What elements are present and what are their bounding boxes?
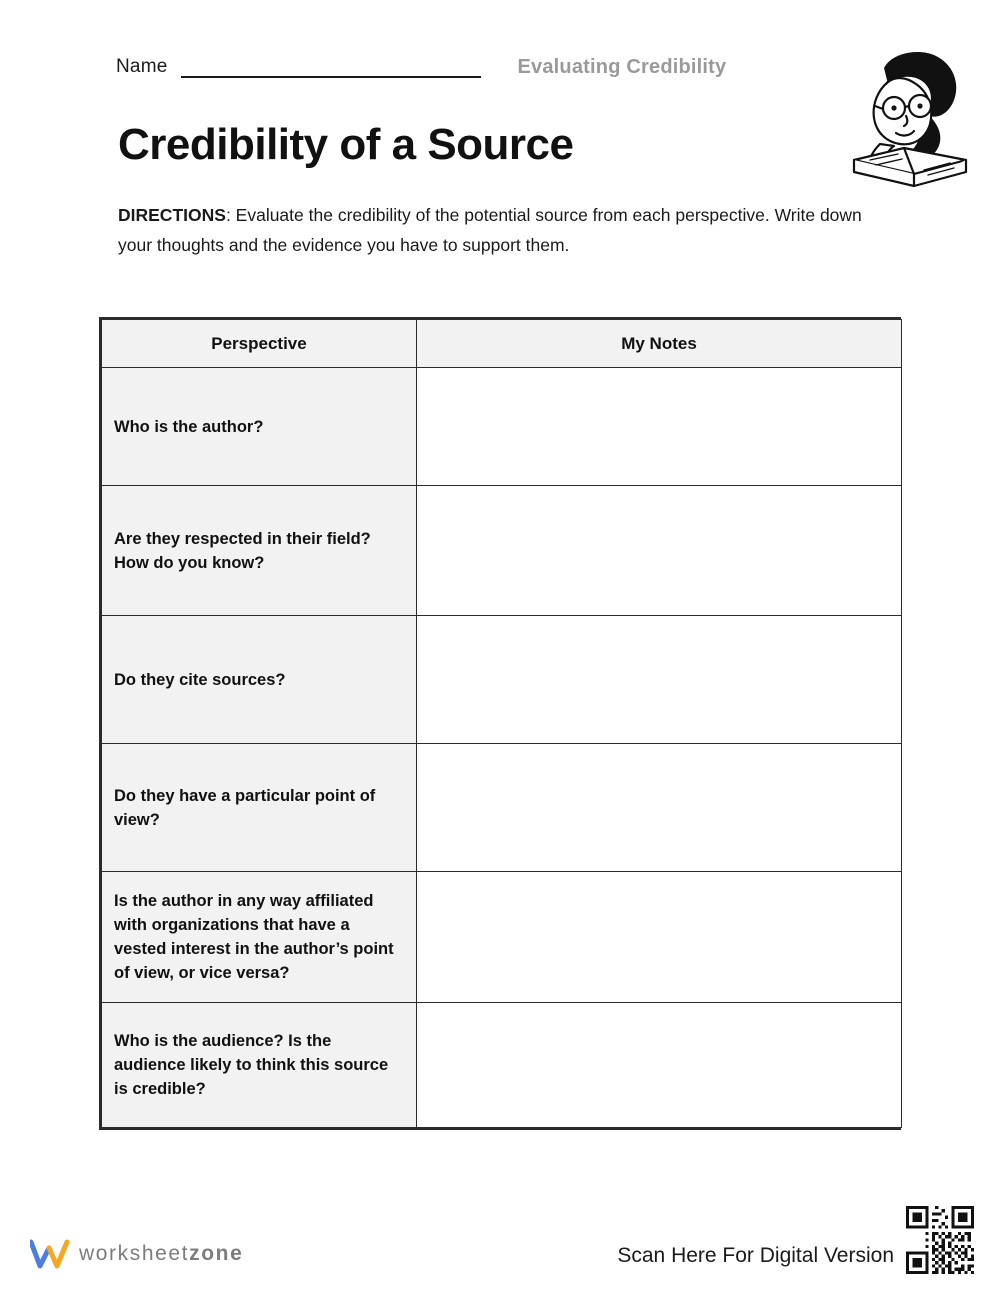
page-title: Credibility of a Source	[118, 120, 574, 169]
logo-text-zone: zone	[189, 1242, 244, 1265]
column-header-notes: My Notes	[417, 320, 902, 368]
column-header-perspective: Perspective	[102, 320, 417, 368]
worksheet-table	[99, 317, 901, 1130]
table-row	[102, 486, 902, 616]
directions-text	[118, 200, 878, 260]
notes-cell[interactable]	[417, 872, 902, 1003]
table-header-row	[102, 320, 902, 368]
worksheet-zone-logo[interactable]	[30, 1236, 243, 1272]
student-reading-book-icon	[788, 48, 974, 196]
perspective-cell: Is the author in any way affiliated with organizations that have a vested interest in the author’s point of view, or vice versa?	[102, 872, 417, 1003]
name-input-line[interactable]	[181, 56, 481, 78]
qr-code[interactable]	[906, 1206, 974, 1274]
notes-cell[interactable]	[417, 1003, 902, 1128]
name-label: Name	[116, 56, 168, 77]
notes-cell[interactable]	[417, 368, 902, 486]
logo-mark-icon	[30, 1239, 70, 1269]
table-row	[102, 1003, 902, 1128]
table-row	[102, 368, 902, 486]
table-row	[102, 744, 902, 872]
perspective-cell: Do they have a particular point of view?	[102, 744, 417, 872]
perspective-cell: Who is the audience? Is the audience likely to think this source is credible?	[102, 1003, 417, 1128]
directions-body: : Evaluate the credibility of the potential source from each perspective. Write down your thoughts and the evidence you have to support them.	[118, 205, 862, 255]
notes-cell[interactable]	[417, 744, 902, 872]
table-row	[102, 872, 902, 1003]
worksheet-header	[116, 56, 884, 96]
perspective-cell: Who is the author?	[102, 368, 417, 486]
table-row	[102, 616, 902, 744]
logo-text-worksheet: worksheet	[79, 1242, 190, 1265]
notes-cell[interactable]	[417, 616, 902, 744]
perspective-cell: Do they cite sources?	[102, 616, 417, 744]
topic-label: Evaluating Credibility	[517, 56, 727, 78]
notes-cell[interactable]	[417, 486, 902, 616]
scan-instruction-text: Scan Here For Digital Version	[617, 1244, 894, 1267]
directions-label: DIRECTIONS	[118, 205, 226, 225]
perspective-cell: Are they respected in their field? How do you know?	[102, 486, 417, 616]
logo-text	[79, 1242, 243, 1266]
